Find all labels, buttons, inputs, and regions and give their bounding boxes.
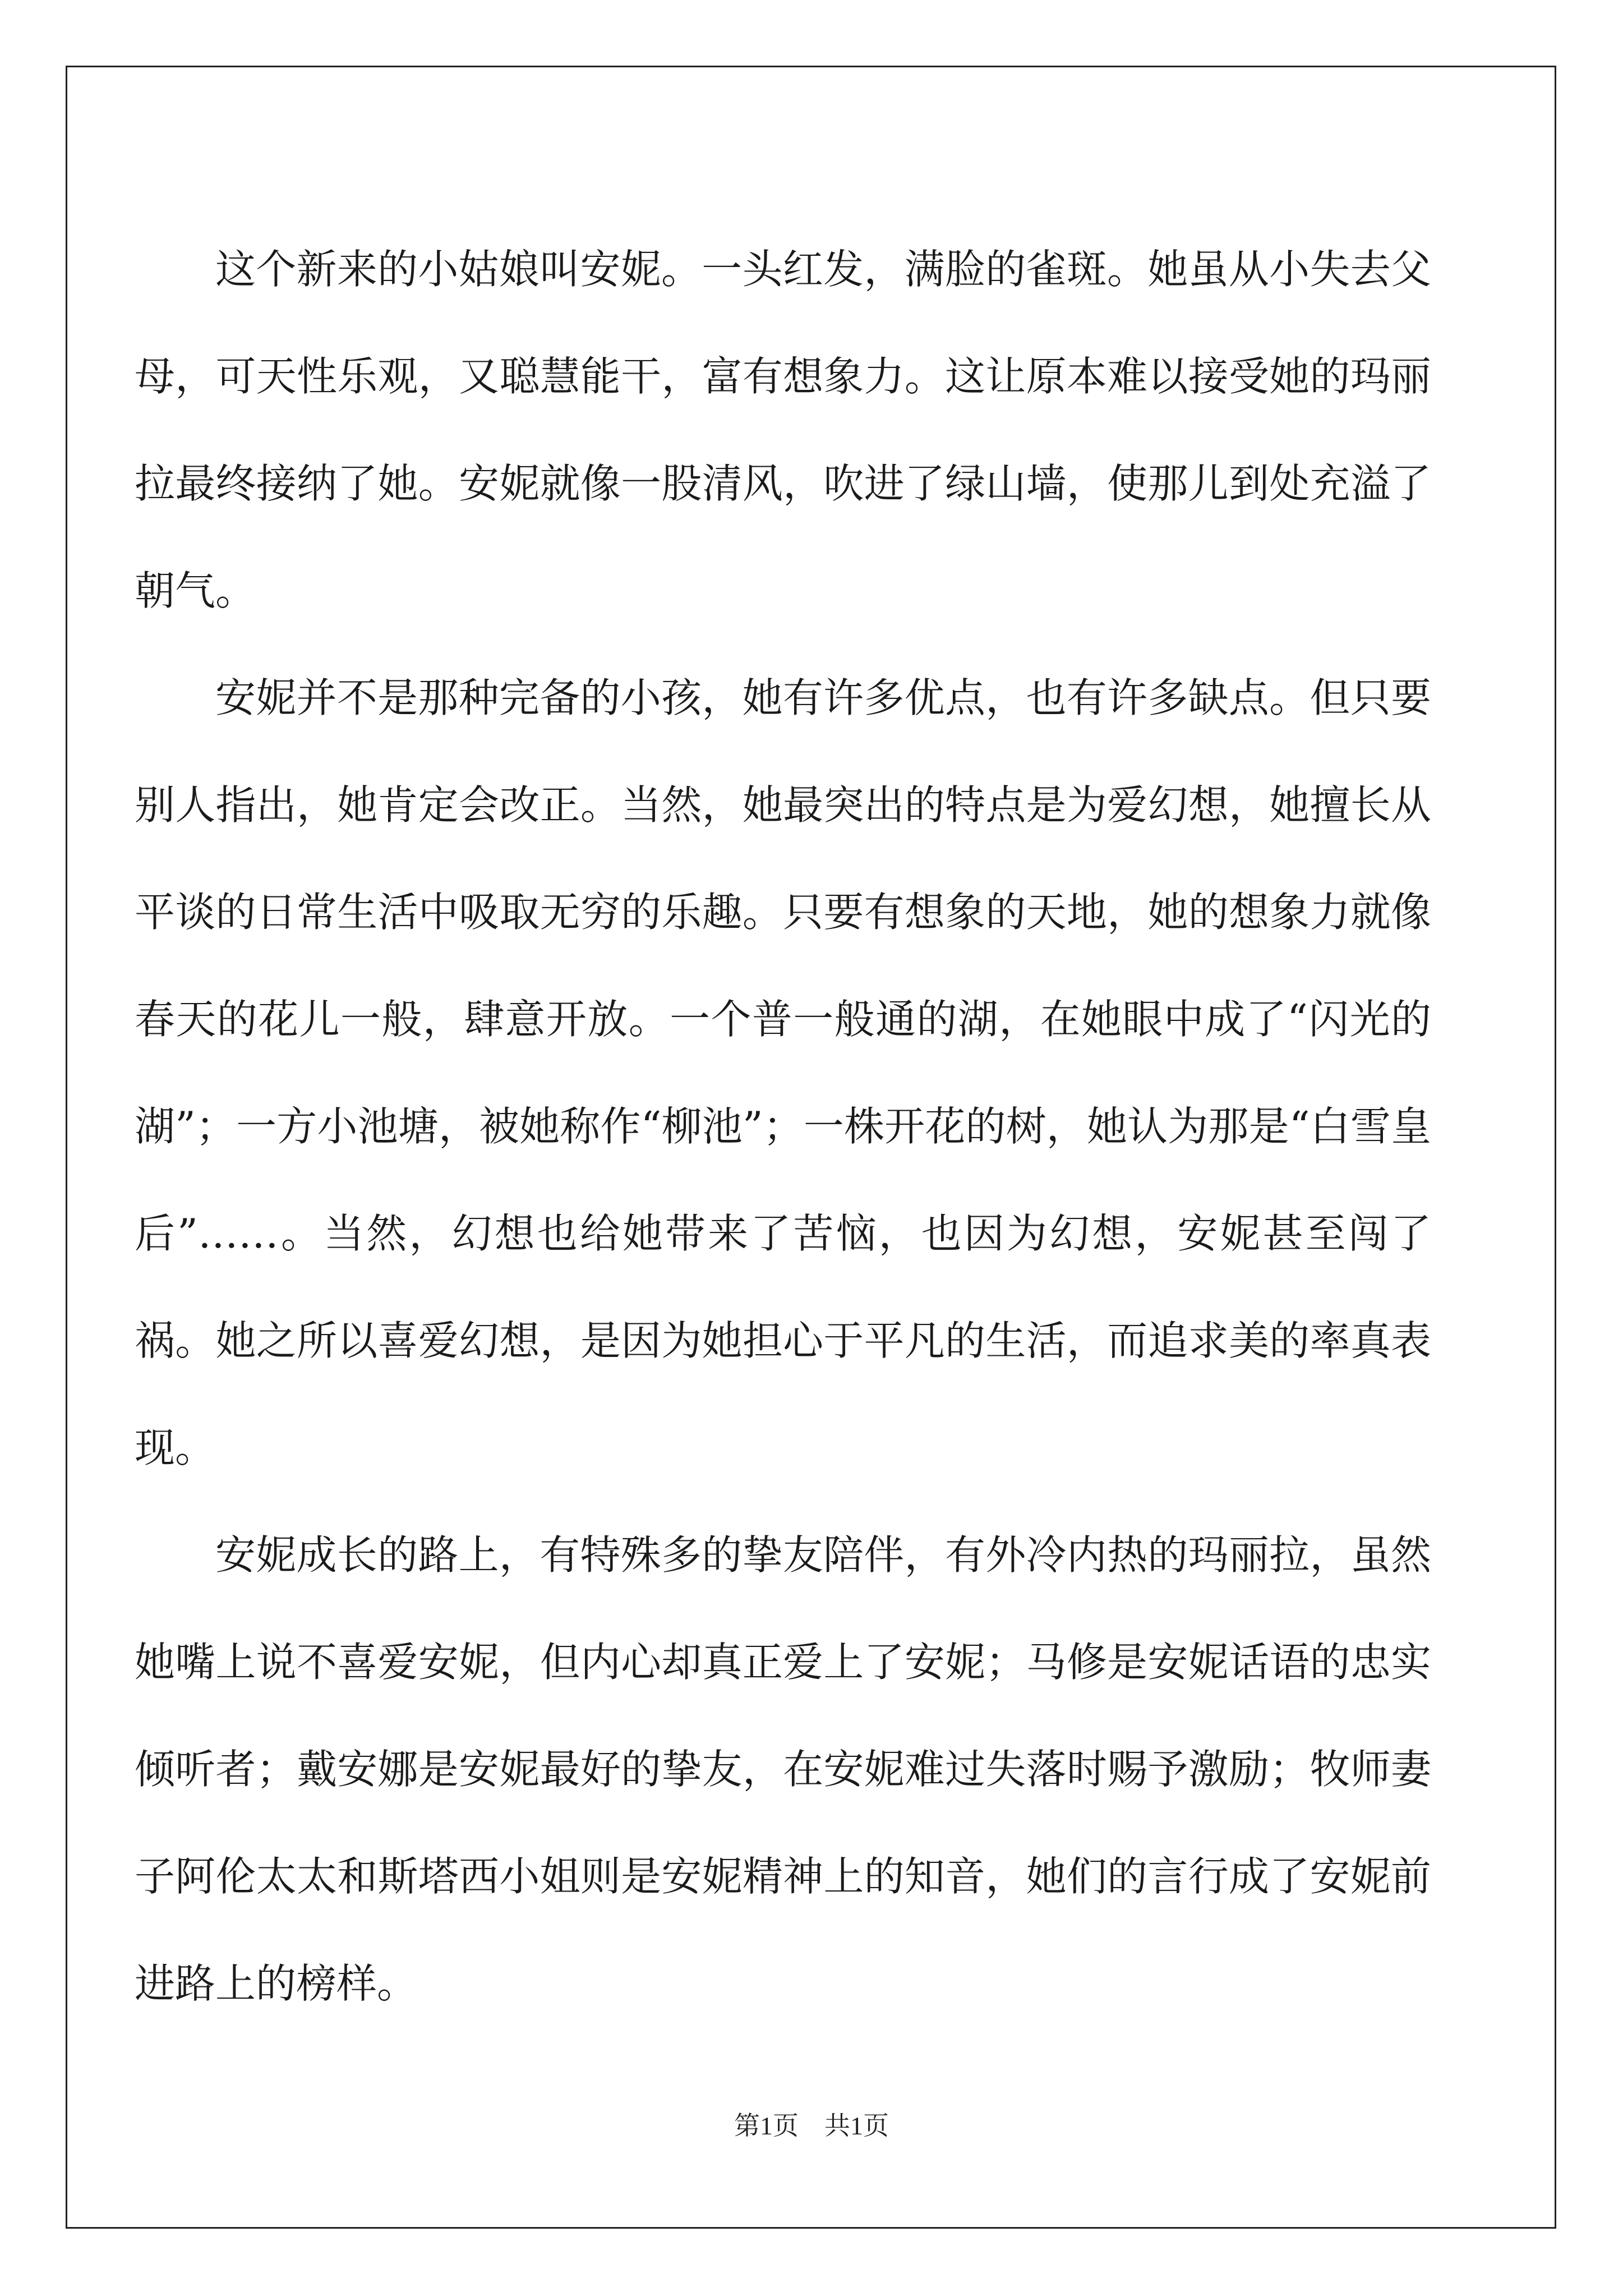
- paragraph-1: 这个新来的小姑娘叫安妮。一头红发，满脸的雀斑。她虽从小失去父母，可天性乐观，又聪慧能干，富有想象力。这让原本难以接受她的玛丽拉最终接纳了她。安妮就像一股清风，吹进了绿山墙，使那儿到处充溢了朝气。: [135, 246, 1431, 614]
- page-number-label: 第1页 共1页: [734, 2111, 889, 2140]
- document-body: [135, 216, 1431, 2037]
- paragraph-2: 安妮并不是那种完备的小孩，她有许多优点，也有许多缺点。但只要别人指出，她肯定会改正。当然，她最突出的特点是为爱幻想，她擅长从平谈的日常生活中吸取无穷的乐趣。只要有想象的天地，她的想象力就像春天的花儿一般，肆意开放。一个普一般通的湖，在她眼中成了“闪光的湖”；一方小池塘，被她称作“柳池”；一株开花的树，她认为那是“白雪皇后”……。当然，幻想也给她带来了苦恼，也因为幻想，安妮甚至闯了祸。她之所以喜爱幻想，是因为她担心于平凡的生活，而追求美的率真表现。: [135, 674, 1431, 1471]
- paragraph-3: 安妮成长的路上，有特殊多的挚友陪伴，有外冷内热的玛丽拉，虽然她嘴上说不喜爱安妮，但内心却真正爱上了安妮；马修是安妮话语的忠实倾听者；戴安娜是安妮最好的挚友，在安妮难过失落时赐予激励；牧师妻子阿伦太太和斯塔西小姐则是安妮精神上的知音，她们的言行成了安妮前进路上的榜样。: [135, 1531, 1431, 2007]
- page-footer: [0, 2109, 1623, 2143]
